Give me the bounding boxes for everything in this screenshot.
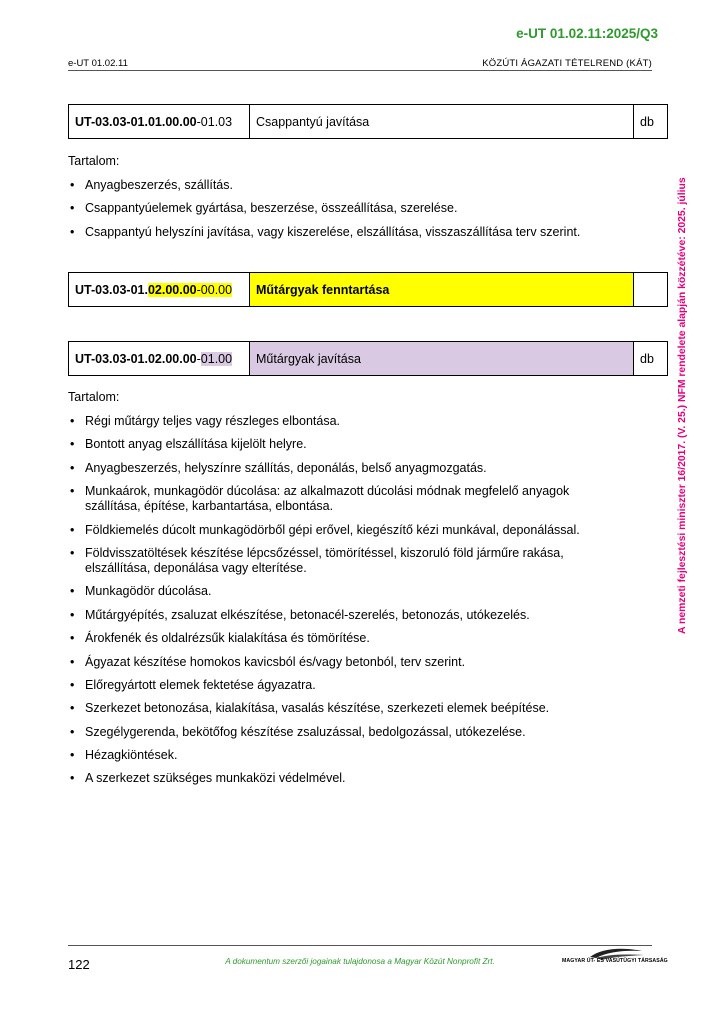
list-item: • Csappantyú helyszíni javítása, vagy kiszerelése, elszállítása, visszaszállítása terv szerint. (70, 224, 581, 239)
content-list-2 (68, 414, 628, 795)
header-left: e-UT 01.02.11 (68, 58, 128, 69)
logo-caption: MAGYAR ÚT- ÉS VASÚTÜGYI TÁRSASÁG (562, 958, 668, 964)
header-divider (68, 70, 652, 71)
list-item: • A szerkezet szükséges munkaközi védelmével. (70, 771, 346, 786)
item-title: Műtárgyak fenntartása (250, 273, 634, 307)
item-table-csappantyu (68, 104, 668, 139)
list-item: • Munkagödör dúcolása. (70, 584, 212, 599)
list-item: • Szegélygerenda, bekötőfog készítése zsaluzással, bedolgozással, utókezelése. (70, 724, 526, 739)
list-item: • Anyagbeszerzés, helyszínre szállítás, deponálás, belső anyagmozgatás. (70, 460, 487, 475)
item-unit (634, 273, 668, 307)
item-table-mutargyak-fenntartasa (68, 272, 668, 307)
item-table-mutargyak-javitasa (68, 341, 668, 376)
content-list-1 (68, 178, 628, 248)
document-code: e-UT 01.02.11:2025/Q3 (516, 26, 658, 41)
list-item: • Árokfenék és oldalrézsűk kialakítása és tömörítése. (70, 631, 370, 646)
list-item: • Anyagbeszerzés, szállítás. (70, 178, 233, 192)
item-code: UT-03.03-01.01.00.00-01.03 (69, 105, 250, 139)
list-item: • Csappantyúelemek gyártása, beszerzése, összeállítása, szerelése. (70, 201, 458, 216)
list-item: • Ágyazat készítése homokos kavicsból és/vagy betonból, terv szerint. (70, 654, 466, 669)
copyright-notice: A dokumentum szerzői jogainak tulajdonosa a Magyar Közút Nonprofit Zrt. (225, 957, 495, 966)
page-number: 122 (68, 957, 90, 972)
list-item: • Hézagkiöntések. (70, 748, 178, 763)
list-item: • Munkaárok, munkagödör dúcolása: az alkalmazott dúcolási módnak megfelelő anyagok szállítása, építése, karbantartása, elbontása. (70, 484, 570, 514)
item-code: UT-03.03-01.02.00.00-01.00 (69, 342, 250, 376)
header-right: KÖZÚTI ÁGAZATI TÉTELREND (KÁT) (482, 58, 652, 69)
list-item: • Régi műtárgy teljes vagy részleges elbontása. (70, 414, 340, 428)
item-title: Csappantyú javítása (250, 105, 634, 139)
list-item: • Előregyártott elemek fektetése ágyazatra. (70, 677, 316, 692)
list-item: • Földkiemelés dúcolt munkagödörből gépi erővel, kiegészítő kézi munkával, deponálással. (70, 522, 580, 537)
side-publication-note: A nemzeti fejlesztési miniszter 16/2017. (V. 25.) NFM rendelete alapján közzétéve: 2025. július (677, 177, 688, 634)
list-item: • Bontott anyag elszállítása kijelölt helyre. (70, 437, 307, 452)
table-row (69, 342, 668, 376)
content-label: Tartalom: (68, 390, 120, 404)
list-item: • Földvisszatöltések készítése lépcsőzéssel, tömörítéssel, kiszoruló föld járműre rakása, elszállítása, deponálása vagy elterítése. (70, 545, 564, 575)
table-row (69, 273, 668, 307)
content-label: Tartalom: (68, 154, 120, 168)
list-item: • Szerkezet betonozása, kialakítása, vasalás készítése, szerkezeti elemek beépítése. (70, 701, 550, 716)
item-unit: db (634, 105, 668, 139)
table-row (69, 105, 668, 139)
item-code: UT-03.03-01.02.00.00-00.00 (69, 273, 250, 307)
list-item: • Műtárgyépítés, zsaluzat elkészítése, betonacél-szerelés, betonozás, utókezelés. (70, 607, 530, 622)
item-title: Műtárgyak javítása (250, 342, 634, 376)
item-unit: db (634, 342, 668, 376)
